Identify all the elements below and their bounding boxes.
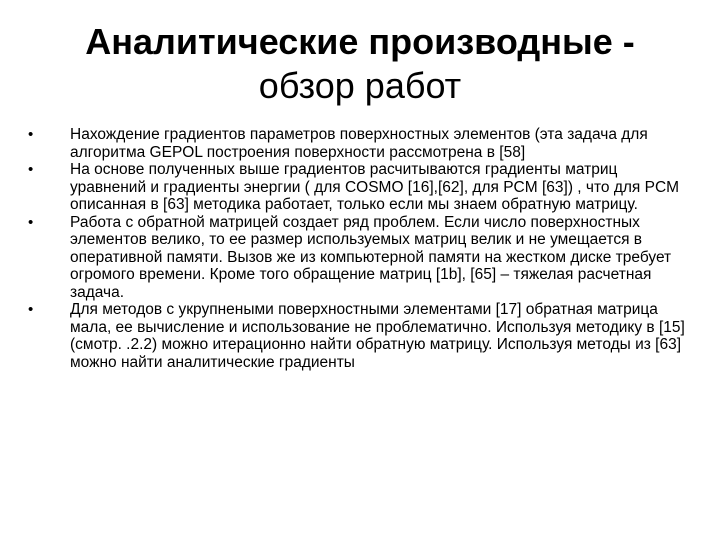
slide-title-line-2: обзор работ: [258, 65, 462, 106]
bullet-text: Нахождение градиентов параметров поверхностных элементов (эта задача для алгоритма GEPOL построения поверхности рассмотрена в [58]: [70, 126, 648, 161]
bullet-list: [28, 126, 688, 371]
bullet-item: [28, 161, 688, 214]
bullet-text: Работа с обратной матрицей создает ряд проблем. Если число поверхностных элементов велико, то ее размер используемых матриц велик и не умещается в оперативной памяти. Вызов же из компьютерной памяти на жестком диске требует огромого времени. Кроме того обращение матриц [1b], [65] – тяжелая расчетная задача.: [70, 213, 672, 301]
bullet-item: [28, 301, 688, 371]
bullet-item: [28, 126, 688, 161]
bullet-text: На основе полученных выше градиентов расчитываются градиенты матриц уравнений и градиенты энергии ( для COSMO [16],[62], для PCM [63]) , что для PCM описанная в [63] методика работает, только если мы знаем обратную матрицу.: [70, 161, 680, 213]
bullet-marker: •: [28, 301, 34, 318]
bullet-text: Для методов с укрупнеными поверхностными элементами [17] обратная матрица мала, ее вычисление и использование не проблематично. Используя методику в [15] (смотр. .2.2) можно итерационно найти обратную матрицу. Используя методы из [63] можно найти аналитические градиенты: [70, 301, 685, 371]
slide-title: [40, 20, 680, 108]
bullet-marker: •: [28, 126, 34, 143]
slide-title-line-1: Аналитические производные -: [85, 21, 635, 62]
bullet-marker: •: [28, 161, 34, 178]
bullet-item: [28, 214, 688, 302]
bullet-marker: •: [28, 213, 34, 231]
